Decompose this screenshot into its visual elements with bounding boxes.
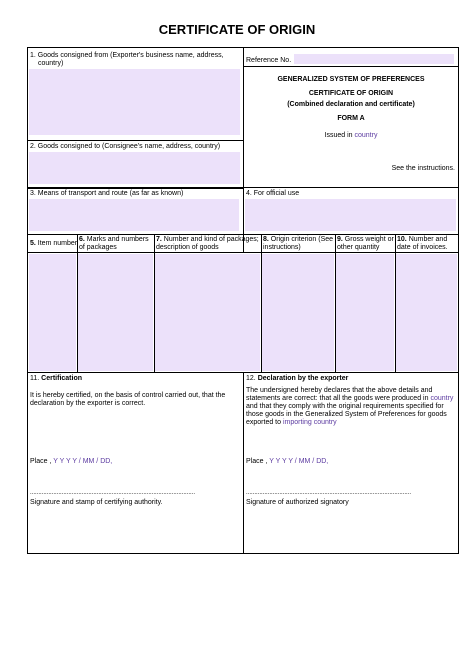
col10-header: 10. Number and date of invoices. bbox=[397, 236, 448, 251]
importing-country[interactable]: importing country bbox=[282, 419, 337, 426]
col8-header: 8. Origin criterion (See instructions) bbox=[263, 236, 334, 251]
document-title: CERTIFICATE OF ORIGIN bbox=[158, 22, 316, 37]
place-date-11: Place , Y Y Y Y / MM / DD, bbox=[30, 458, 113, 465]
place-date-12: Place , Y Y Y Y / MM / DD, bbox=[246, 458, 329, 465]
box3-label: 3. Means of transport and route (as far as known) bbox=[30, 190, 184, 197]
gross-weight-field[interactable] bbox=[336, 254, 394, 371]
divider bbox=[28, 188, 243, 189]
signature-line-11: ................................................................................................... bbox=[30, 490, 196, 496]
issued-in bbox=[244, 132, 458, 140]
consignee-field[interactable] bbox=[29, 152, 240, 184]
box1-label: 1. Goods consigned from (Exporter's business name, address, bbox=[30, 52, 224, 59]
see-instructions: See the instructions. bbox=[391, 165, 455, 172]
declaration-text: The undersigned hereby declares that the above details and statements are correct: that all the goods were produced in country and that they comply with the original requirements specified for those goods in the Generalized System of Preferences for goods exported to importing country bbox=[246, 387, 454, 426]
col7-header: 7. Number and kind of packages; description of goods bbox=[156, 236, 259, 251]
signature-label-11: Signature and stamp of certifying authority. bbox=[30, 499, 163, 506]
box12-title: 12. Declaration by the exporter bbox=[246, 375, 349, 382]
form-a-label: FORM A bbox=[337, 115, 365, 122]
signature-line-12: ................................................................................................... bbox=[246, 490, 412, 496]
reference-input[interactable] bbox=[294, 54, 454, 64]
item-number-field[interactable] bbox=[29, 254, 76, 371]
invoice-field[interactable] bbox=[396, 254, 457, 371]
col5-header: 5. Item number bbox=[30, 240, 78, 247]
col9-header: 9. Gross weight or other quantity bbox=[337, 236, 394, 251]
origin-criterion-field[interactable] bbox=[262, 254, 334, 371]
box1-label-cont: country) bbox=[38, 60, 64, 67]
signature-label-12: Signature of authorized signatory bbox=[246, 499, 349, 506]
certification-text: It is hereby certified, on the basis of control carried out, that the declaration by the exporter is correct. bbox=[30, 392, 226, 407]
date-field-11[interactable]: Y Y Y Y / MM / DD, bbox=[53, 458, 113, 465]
gsp-line2: CERTIFICATE OF ORIGIN bbox=[308, 90, 394, 97]
col6-header: 6. Marks and numbers of packages bbox=[79, 236, 149, 251]
box11-title: 11. Certification bbox=[30, 375, 83, 382]
gsp-line1: GENERALIZED SYSTEM OF PREFERENCES bbox=[277, 76, 425, 83]
official-use-field[interactable] bbox=[245, 199, 456, 231]
divider bbox=[243, 66, 458, 67]
gsp-line3: (Combined declaration and certificate) bbox=[287, 101, 415, 108]
marks-field[interactable] bbox=[78, 254, 153, 371]
produced-in-country[interactable]: country bbox=[430, 395, 454, 402]
transport-field[interactable] bbox=[29, 199, 239, 231]
description-field[interactable] bbox=[155, 254, 260, 371]
divider bbox=[28, 252, 458, 253]
exporter-field[interactable] bbox=[29, 69, 240, 135]
certificate-form bbox=[27, 47, 459, 554]
divider bbox=[243, 372, 244, 553]
divider bbox=[28, 140, 243, 141]
box4-label: 4. For official use bbox=[246, 190, 300, 197]
box2-label: 2. Goods consigned to (Consignee's name, address, country) bbox=[30, 143, 221, 150]
issued-prefix: Issued in bbox=[324, 132, 353, 139]
reference-label: Reference No. bbox=[246, 57, 292, 64]
date-field-12[interactable]: Y Y Y Y / MM / DD, bbox=[269, 458, 329, 465]
issued-country[interactable]: country bbox=[354, 132, 378, 139]
